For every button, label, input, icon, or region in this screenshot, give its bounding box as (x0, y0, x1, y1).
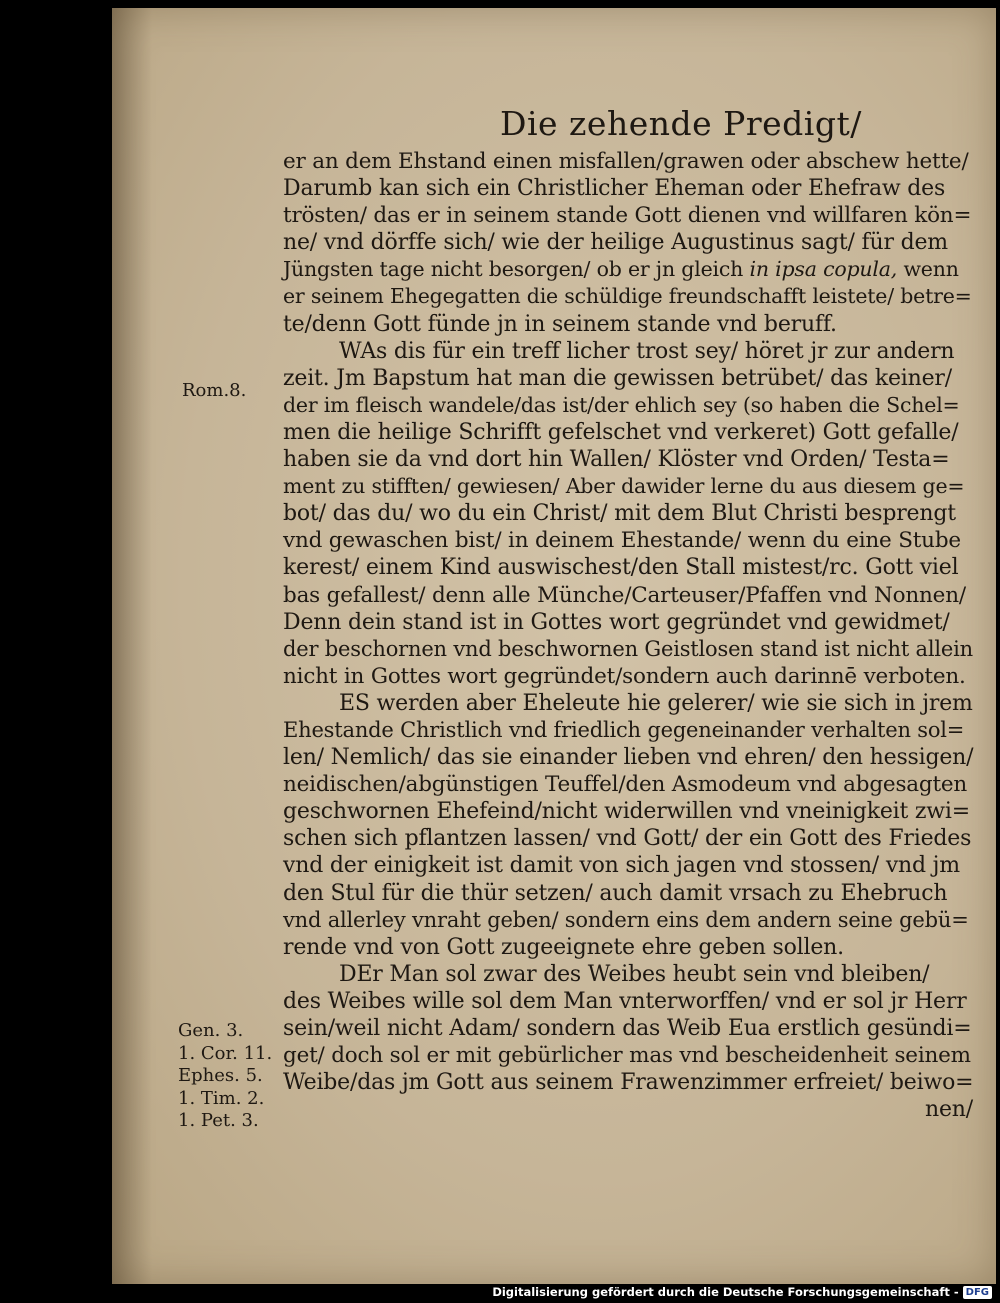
text-line: den Stul für die thür setzen/ auch damit vrsach zu Ehebruch (283, 880, 948, 906)
text-line: men die heilige Schrifft gefelschet vnd verkeret) Gott gefalle/ (283, 419, 959, 445)
footer-credit: Digitalisierung gefördert durch die Deutsche Forschungsgemeinschaft - (492, 1285, 959, 1299)
margin-ref: Gen. 3. (178, 1020, 244, 1041)
text-line: te/denn Gott fünde jn in seinem stande vnd beruff. (283, 311, 837, 337)
text-line: bot/ das du/ wo du ein Christ/ mit dem Blut Christi besprengt (283, 501, 956, 527)
gutter-shadow (112, 8, 152, 1284)
text-line: sein/weil nicht Adam/ sondern das Weib Eua erstlich gesündi= (283, 1016, 972, 1041)
text-line: rende vnd von Gott zugeeignete ehre geben sollen. (283, 934, 844, 960)
text-line: nicht in Gottes wort gegründet/sondern auch darinnē verboten. (283, 663, 966, 689)
text-line: Denn dein stand ist in Gottes wort gegründet vnd gewidmet/ (283, 609, 950, 635)
text-line: des Weibes wille sol dem Man vnterworffen/ vnd er sol jr Herr (283, 988, 967, 1014)
text-line: DEr Man sol zwar des Weibes heubt sein vnd bleiben/ (339, 961, 930, 987)
text-line: der beschornen vnd beschwornen Geistlosen stand ist nicht allein (283, 636, 973, 661)
text-line: zeit. Jm Bapstum hat man die gewissen betrübet/ das keiner/ (283, 365, 952, 391)
text-line: geschwornen Ehefeind/nicht widerwillen vnd vneinigkeit zwi= (283, 799, 971, 825)
margin-ref: 1. Tim. 2. (178, 1087, 265, 1109)
text-line: Weibe/das jm Gott aus seinem Frawenzimmer erfreiet/ beiwo= (283, 1070, 974, 1096)
body-text (283, 148, 973, 1123)
text-line: vnd allerley vnraht geben/ sondern eins dem andern seine gebü= (283, 907, 969, 932)
margin-note-rom: Rom.8. (182, 380, 247, 401)
text-line: trösten/ das er in seinem stande Gott dienen vnd willfaren kön= (283, 203, 972, 229)
margin-note-refs (178, 1020, 272, 1133)
text-line: kerest/ einem Kind auswischest/den Stall mistest/rc. Gott viel (283, 555, 959, 581)
margin-ref: Ephes. 5. (178, 1065, 263, 1086)
text-line: neidischen/abgünstigen Teuffel/den Asmodeum vnd abgesagten (283, 772, 968, 798)
footer (492, 1285, 992, 1299)
text-line: vnd der einigkeit ist damit von sich jagen vnd stossen/ vnd jm (283, 853, 960, 879)
book-page (112, 8, 996, 1284)
text-line: er an dem Ehstand einen misfallen/grawen oder abschew hette/ (283, 149, 969, 174)
margin-ref: 1. Pet. 3. (178, 1110, 259, 1131)
text-line: WAs dis für ein treff licher trost sey/ höret jr zur andern (339, 338, 955, 364)
text-line: ES werden aber Eheleute hie gelerer/ wie sie sich in jrem (339, 690, 973, 716)
dfg-logo: DFG (963, 1286, 992, 1299)
text-line: Ehestande Christlich vnd friedlich gegeneinander verhalten sol= (283, 717, 965, 742)
text-line: Jüngsten tage nicht besorgen/ ob er jn gleich in ipsa copula, wenn (283, 257, 959, 282)
text-line: schen sich pflantzen lassen/ vnd Gott/ der ein Gott des Friedes (283, 826, 972, 852)
text-line: ne/ vnd dörffe sich/ wie der heilige Augustinus sagt/ für dem (283, 230, 948, 256)
margin-ref: 1. Cor. 11. (178, 1042, 273, 1064)
text-line: er seinem Ehegegatten die schüldige freundschafft leistete/ betre= (283, 284, 972, 309)
catchword: nen/ (925, 1097, 973, 1123)
text-line: len/ Nemlich/ das sie einander lieben vnd ehren/ den hessigen/ (283, 745, 974, 771)
text-line: bas gefallest/ denn alle Münche/Carteuser/Pfaffen vnd Nonnen/ (283, 582, 966, 608)
running-head: Die zehende Predigt/ (500, 104, 862, 143)
text-line: vnd gewaschen bist/ in deinem Ehestande/ wenn du eine Stube (283, 528, 961, 554)
text-line: ment zu stifften/ gewiesen/ Aber dawider lerne du aus diesem ge= (283, 474, 965, 499)
text-line: get/ doch sol er mit gebürlicher mas vnd bescheidenheit seinem (283, 1043, 971, 1069)
text-line: der im fleisch wandele/das ist/der ehlich sey (so haben die Schel= (283, 392, 960, 417)
text-line: haben sie da vnd dort hin Wallen/ Klöster vnd Orden/ Testa= (283, 447, 950, 473)
text-line: Darumb kan sich ein Christlicher Eheman oder Ehefraw des (283, 176, 946, 202)
